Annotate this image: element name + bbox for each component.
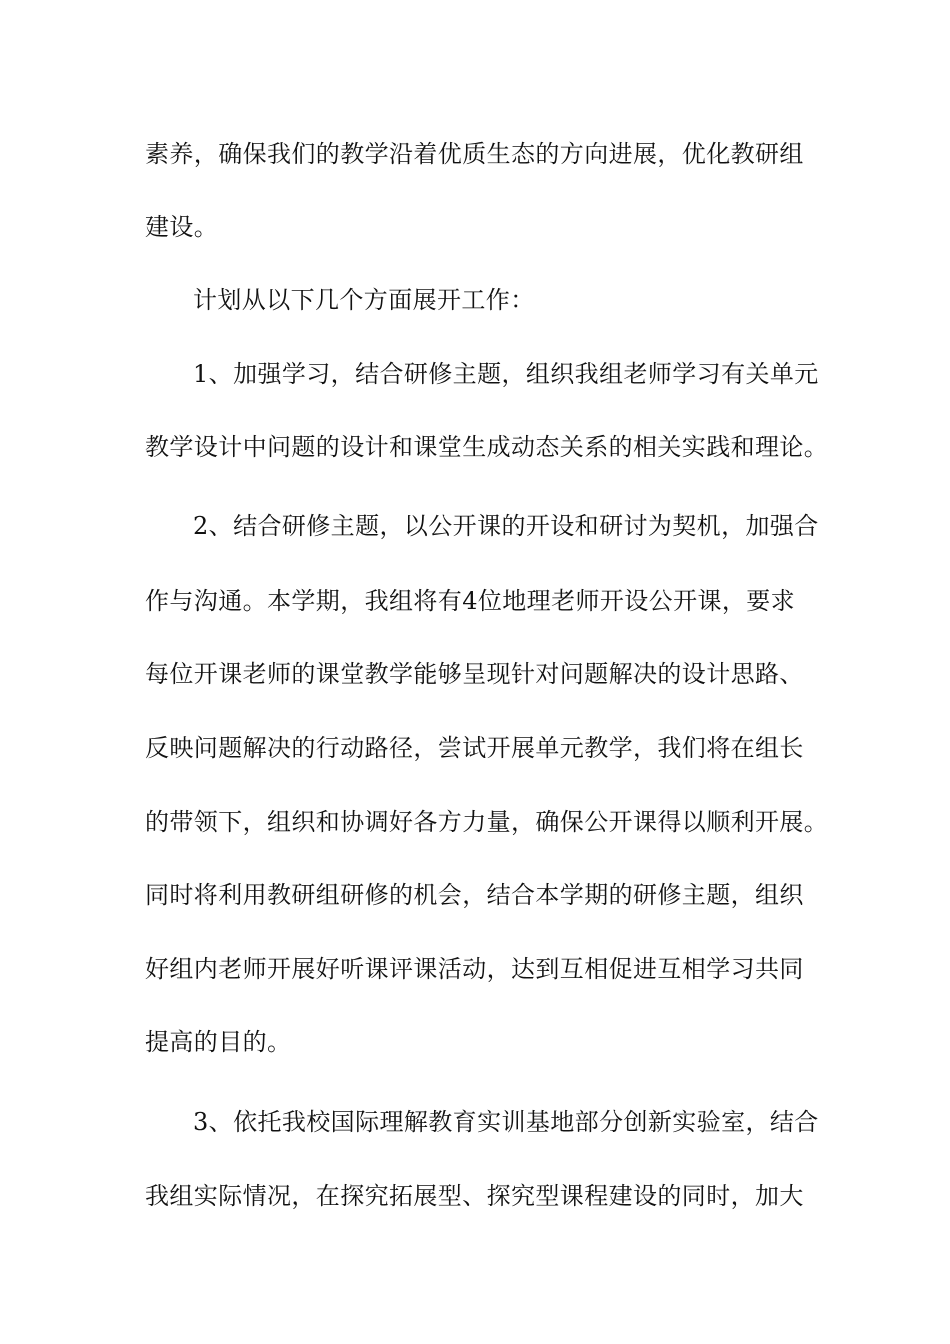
text-line: 1、加强学习，结合研修主题，组织我组老师学习有关单元 [193, 360, 819, 388]
text-line: 的带领下，组织和协调好各方力量，确保公开课得以顺利开展。 [145, 808, 829, 836]
text-line: 每位开课老师的课堂教学能够呈现针对问题解决的设计思路、 [145, 660, 804, 688]
text-line: 3、依托我校国际理解教育实训基地部分创新实验室，结合 [193, 1108, 819, 1136]
text-line: 建设。 [145, 213, 219, 241]
text-line: 反映问题解决的行动路径，尝试开展单元教学，我们将在组长 [145, 734, 804, 762]
text-line: 作与沟通。本学期，我组将有4位地理老师开设公开课，要求 [145, 587, 796, 615]
text-line: 提高的目的。 [145, 1028, 292, 1056]
text-line: 素养，确保我们的教学沿着优质生态的方向进展，优化教研组 [145, 140, 804, 168]
text-line: 计划从以下几个方面展开工作： [193, 286, 535, 314]
text-line: 好组内老师开展好听课评课活动，达到互相促进互相学习共同 [145, 955, 804, 983]
text-line: 2、结合研修主题，以公开课的开设和研讨为契机，加强合 [193, 512, 819, 540]
text-line: 我组实际情况，在探究拓展型、探究型课程建设的同时，加大 [145, 1182, 804, 1210]
text-line: 教学设计中问题的设计和课堂生成动态关系的相关实践和理论。 [145, 433, 829, 461]
text-line: 同时将利用教研组研修的机会，结合本学期的研修主题，组织 [145, 881, 804, 909]
